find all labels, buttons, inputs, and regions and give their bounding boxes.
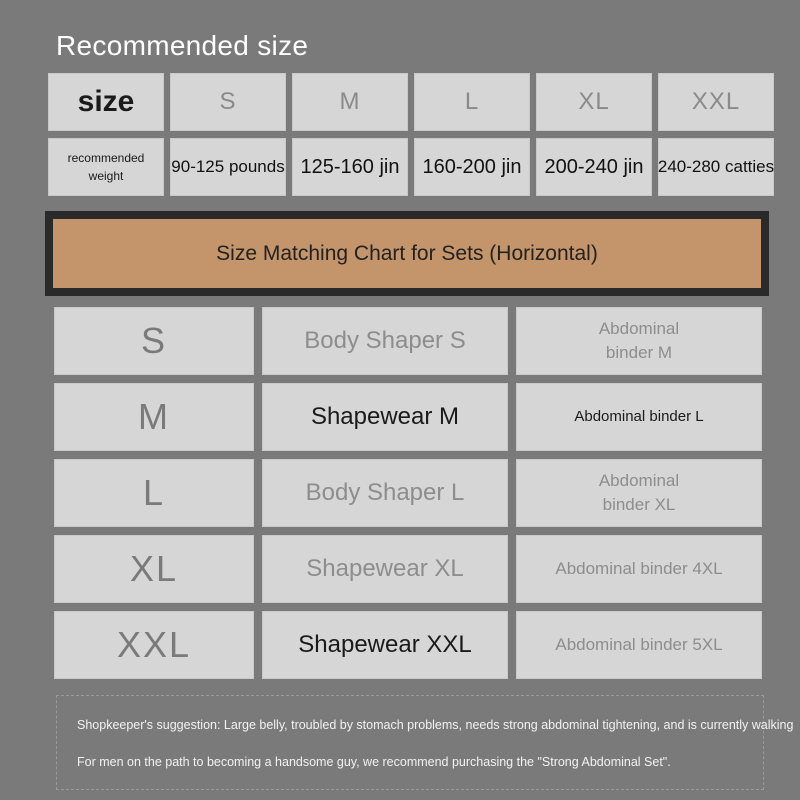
set-shaper-label: Shapewear XL: [306, 555, 464, 582]
set-row-shaper-cell: [262, 307, 508, 375]
size-cell-m: [292, 73, 408, 131]
set-row-shaper-cell: [262, 459, 508, 527]
set-binder-label: Abdominal binder 4XL: [555, 559, 723, 578]
weight-cell-xl: [536, 138, 652, 196]
weight-value: 240-280 catties: [657, 157, 775, 176]
weight-cell-s: [170, 138, 286, 196]
suggestion-line-2: For men on the path to becoming a handsome guy, we recommend purchasing the "Strong Abdominal Set".: [77, 755, 671, 769]
size-cell-l: [414, 73, 530, 131]
set-size-label: S: [140, 320, 167, 361]
set-shaper-label: Body Shaper S: [304, 327, 466, 354]
set-binder-label: Abdominal binder 5XL: [555, 635, 723, 654]
set-row-binder-cell: [516, 611, 762, 679]
weight-header-cell: [48, 138, 164, 196]
set-row-binder-cell: [516, 459, 762, 527]
size-label: L: [464, 88, 480, 115]
set-shaper-label: Body Shaper L: [305, 479, 465, 506]
weight-value: 200-240 jin: [544, 155, 644, 178]
set-size-label: XXL: [116, 624, 192, 665]
set-row-binder-cell: [516, 383, 762, 451]
size-cell-xl: [536, 73, 652, 131]
set-row-shaper-cell: [262, 383, 508, 451]
set-binder-label: Abdominal binder XL: [598, 471, 680, 514]
size-label: XL: [578, 88, 610, 115]
weight-cell-xxl: [658, 138, 774, 196]
shopkeeper-suggestion: [56, 695, 794, 790]
page-title: Recommended size: [56, 30, 309, 61]
size-label: XXL: [691, 88, 741, 115]
set-binder-label: Abdominal binder M: [598, 319, 680, 362]
set-chart-banner: [45, 211, 769, 296]
weight-value: 90-125 pounds: [171, 157, 285, 176]
set-size-label: M: [138, 396, 170, 437]
weight-value: 125-160 jin: [300, 155, 400, 178]
set-size-label: L: [142, 472, 166, 513]
set-chart-banner-title: Size Matching Chart for Sets (Horizontal): [53, 219, 761, 288]
size-header-cell: [48, 73, 164, 131]
set-row-size-cell: [54, 459, 254, 527]
set-binder-label: Abdominal binder L: [574, 408, 704, 425]
set-row-binder-cell: [516, 535, 762, 603]
weight-cell-m: [292, 138, 408, 196]
weight-value: 160-200 jin: [422, 155, 522, 178]
set-size-label: XL: [129, 548, 179, 589]
set-row-shaper-cell: [262, 611, 508, 679]
size-cell-s: [170, 73, 286, 131]
size-cell-xxl: [658, 73, 774, 131]
size-label: M: [339, 88, 361, 115]
set-shaper-label: Shapewear M: [310, 403, 460, 430]
set-row-size-cell: [54, 611, 254, 679]
set-row-shaper-cell: [262, 535, 508, 603]
set-row-size-cell: [54, 383, 254, 451]
suggestion-line-1: Shopkeeper's suggestion: Large belly, troubled by stomach problems, needs strong abdominal tightening, and is currently walking: [77, 718, 794, 732]
set-row-binder-cell: [516, 307, 762, 375]
set-row-size-cell: [54, 307, 254, 375]
weight-cell-l: [414, 138, 530, 196]
weight-header-label: recommended weight: [67, 151, 145, 183]
set-shaper-label: Shapewear XXL: [298, 631, 472, 658]
size-header-label: size: [77, 85, 135, 118]
size-label: S: [219, 88, 237, 115]
set-row-size-cell: [54, 535, 254, 603]
